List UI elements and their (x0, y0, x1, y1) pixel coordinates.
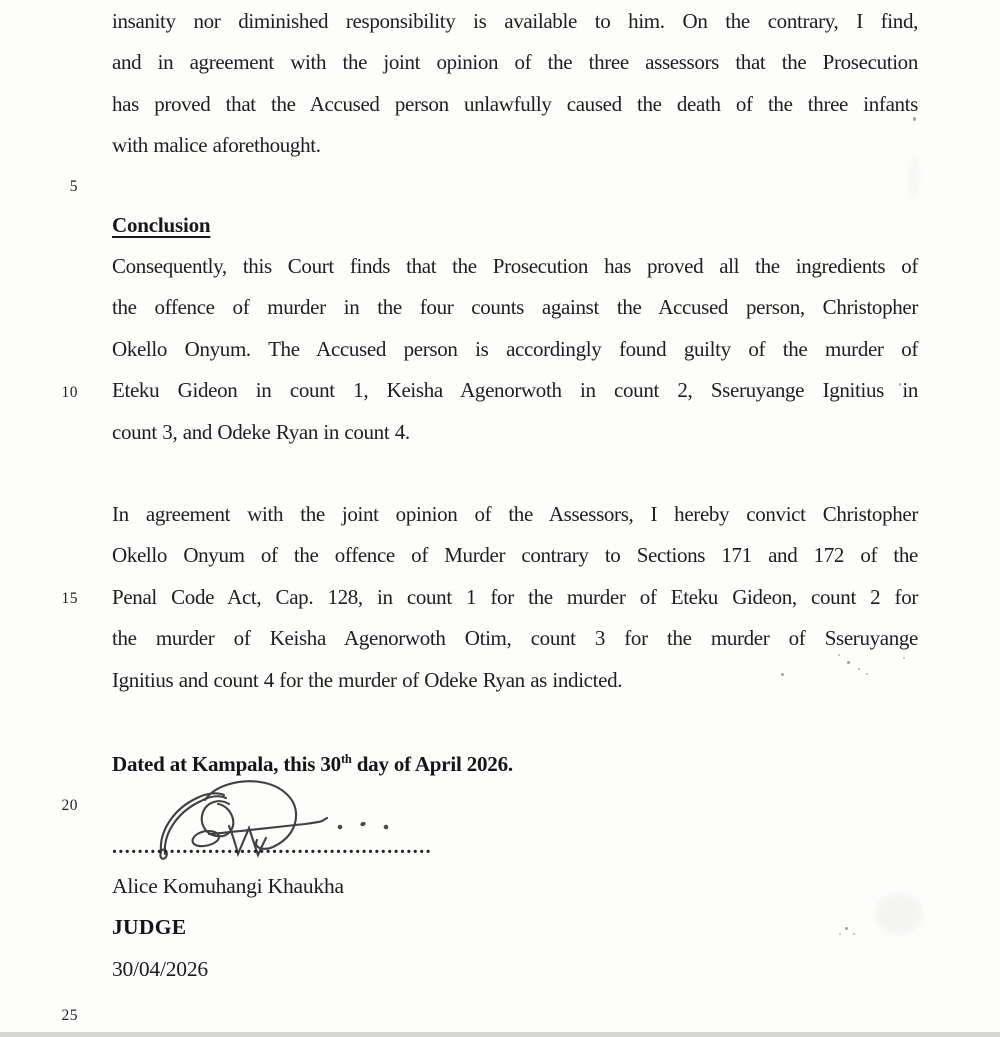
judge-title: JUDGE (112, 915, 187, 940)
scan-speck (839, 933, 841, 935)
scan-smudge (908, 155, 920, 201)
body-line: insanity nor diminished responsibility is available to him. On the contrary, I find, (112, 9, 918, 33)
paragraph-intro (112, 1, 918, 167)
signature-block (112, 866, 918, 990)
scan-speck (913, 117, 916, 121)
body-line: In agreement with the joint opinion of the Assessors, I hereby convict Christopher (112, 502, 918, 526)
conclusion-heading: Conclusion (112, 213, 211, 237)
dated-suffix: day of April 2026. (351, 752, 513, 776)
scan-speck (903, 657, 905, 659)
ordinal-superscript: th (340, 752, 352, 766)
document-body (112, 0, 918, 1037)
body-line: with malice aforethought. (112, 133, 321, 158)
body-line: Okello Onyum. The Accused person is accordingly found guilty of the murder of (112, 336, 918, 361)
body-line: and in agreement with the joint opinion of the three assessors that the Prosecution (112, 50, 918, 75)
scan-speck (847, 661, 850, 664)
line-number-25: 25 (61, 1007, 78, 1024)
line-number-20: 20 (61, 797, 78, 814)
conclusion-paragraph-1 (112, 246, 918, 453)
scan-speck (781, 673, 784, 676)
body-line: Okello Onyum of the offence of Murder contrary to Sections 171 and 172 of the (112, 543, 918, 568)
scan-smudge (875, 893, 923, 935)
body-line: Consequently, this Court finds that the Prosecution has proved all the ingredients of (112, 254, 918, 278)
dated-prefix: Dated at Kampala, this 30 (112, 752, 341, 776)
scan-speck (845, 927, 848, 930)
judgment-date: 30/04/2026 (112, 956, 208, 981)
scan-speck (899, 383, 901, 386)
line-number-5: 5 (69, 178, 78, 195)
judge-name: Alice Komuhangi Khaukha (112, 874, 344, 898)
body-line: Ignitius and count 4 for the murder of Odeke Ryan as indicted. (112, 667, 623, 692)
body-line: Eteku Gideon in count 1, Keisha Agenorwoth in count 2, Sseruyange Ignitius in (112, 378, 918, 403)
scan-speck (858, 668, 860, 670)
conclusion-paragraph-2 (112, 494, 918, 701)
line-number-10: 10 (61, 384, 78, 401)
body-line: the offence of murder in the four counts against the Accused person, Christopher (112, 295, 918, 320)
signature-dotted-line: .................................................. (112, 836, 432, 858)
line-number-15: 15 (61, 590, 78, 607)
scan-speck (853, 933, 855, 935)
body-line: Penal Code Act, Cap. 128, in count 1 for the murder of Eteku Gideon, count 2 for (112, 584, 918, 609)
body-line: the murder of Keisha Agenorwoth Otim, count 3 for the murder of Sseruyange (112, 626, 918, 651)
body-line: count 3, and Odeke Ryan in count 4. (112, 419, 410, 444)
page-bottom-edge (0, 1032, 1000, 1037)
scan-speck (838, 654, 840, 656)
scan-speck (866, 673, 868, 675)
body-line: has proved that the Accused person unlawfully caused the death of the three infants (112, 91, 918, 116)
